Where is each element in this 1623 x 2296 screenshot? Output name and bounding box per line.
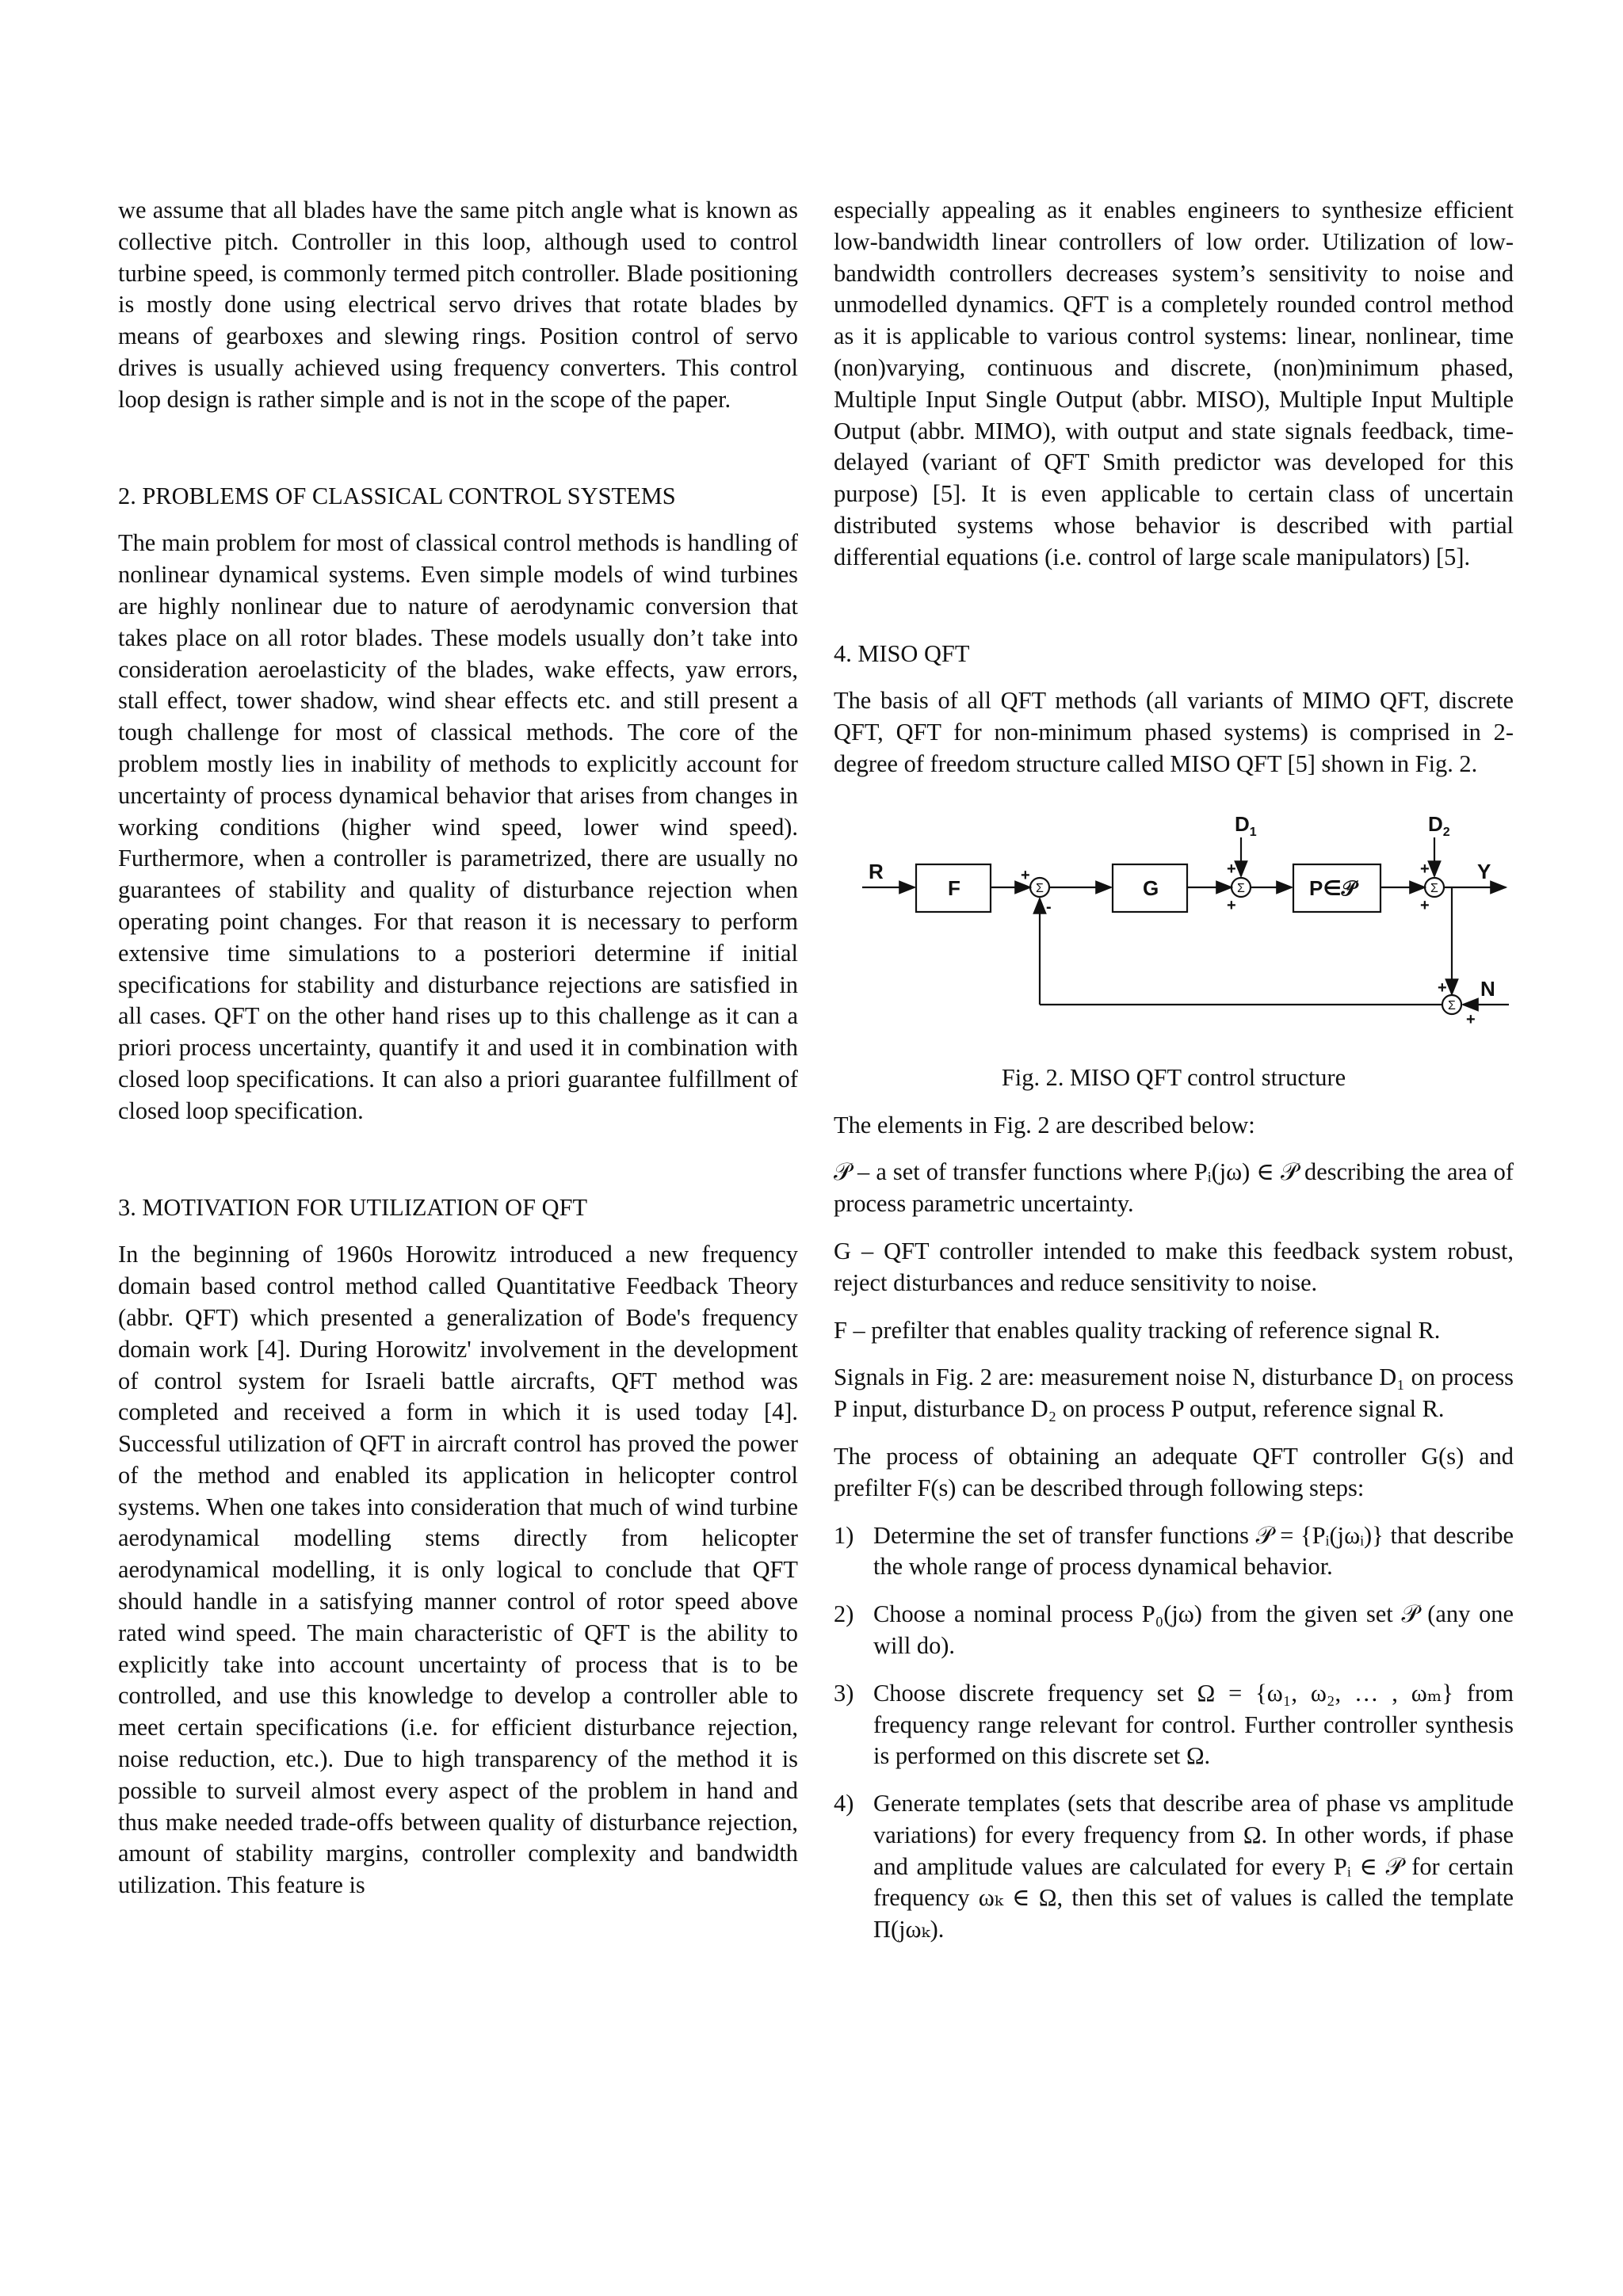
label-n: N	[1480, 976, 1495, 1001]
left-column	[118, 195, 798, 1901]
sign-plus-4b: +	[1466, 1010, 1476, 1028]
sign-plus-2b: +	[1227, 896, 1236, 914]
sign-plus-1: +	[1021, 866, 1030, 884]
step-text: Choose discrete frequency set Ω = {ω₁, ω₂, … , ωₘ} from frequency range relevant for control. Further controller synthesis is performed on this discrete set Ω.	[873, 1679, 1514, 1770]
sign-minus-1: -	[1046, 898, 1052, 916]
step-text: Determine the set of transfer functions 𝒫 = {Pᵢ(jωᵢ)} that describe the whole range of process dynamical behavior.	[873, 1521, 1514, 1581]
section-heading-miso: 4. MISO QFT	[834, 639, 970, 667]
label-block-f: F	[948, 875, 960, 900]
paragraph-process: The process of obtaining an adequate QFT controller G(s) and prefilter F(s) can be described through following steps:	[834, 1442, 1514, 1501]
step-text: Choose a nominal process P₀(jω) from the given set 𝒫 (any one will do).	[873, 1600, 1514, 1659]
sign-plus-3b: +	[1420, 896, 1430, 914]
paragraph-miso: The basis of all QFT methods (all variants of MIMO QFT, discrete QFT, QFT for non-minimum phased systems) is comprised in 2-degree of freedom structure called MISO QFT [5] shown in Fig. 2.	[834, 687, 1514, 777]
paragraph-signals: Signals in Fig. 2 are: measurement noise N, disturbance D₁ on process P input, disturbance D₂ on process P output, reference signal R.	[834, 1363, 1514, 1423]
figure-miso-qft	[834, 817, 1514, 1055]
sum-symbol-2: Σ	[1237, 881, 1245, 895]
sum-symbol-4: Σ	[1448, 998, 1456, 1013]
paragraph-problems: The main problem for most of classical control methods is handling of nonlinear dynamical systems. Even simple models of wind turbines are highly nonlinear due to nature of aerodynamic conversion that takes place on all rotor blades. These models usually don’t take into consideration aeroelasticity of the blades, wake effects, yaw errors, stall effect, tower shadow, wind shear effects etc. and still present a tough challenge for most of classical methods. The core of the problem mostly lies in inability of methods to explicitly account for uncertainty of process dynamical behavior that arises from changes in working conditions (higher wind speed, lower wind speed). Furthermore, when a controller is parametrized, there are usually no guarantees of stability and quality of disturbance rejection when operating point changes. For that reason it is necessary to perform extensive time simulations to a posteriori determine if initial specifications for stability and disturbance rejections are satisfied in all cases. QFT on the other hand rises up to this challenge as it can a priori process uncertainty, quantify it and used it in combination with closed loop specifications. It can also a priori guarantee fulfillment of closed loop specification.	[118, 529, 798, 1124]
list-item	[834, 1520, 1514, 1584]
paragraph-f: F – prefilter that enables quality tracking of reference signal R.	[834, 1316, 1441, 1344]
paragraph-set-p: 𝒫 – a set of transfer functions where Pᵢ(jω) ∈ 𝒫 describing the area of process parametric uncertainty.	[834, 1158, 1514, 1218]
label-y: Y	[1477, 859, 1491, 883]
paragraph-intro: we assume that all blades have the same pitch angle what is known as collective pitch. Controller in this loop, although used to control turbine speed, is commonly termed pitch controller. Blade positioning is mostly done using electrical servo drives that rotate blades by means of gearboxes and slewing rings. Position control of servo drives is usually achieved using frequency converters. This control loop design is rather simple and is not in the scope of the paper.	[118, 196, 798, 413]
steps-list	[834, 1520, 1514, 1947]
label-block-g: G	[1143, 875, 1159, 900]
figure-caption: Fig. 2. MISO QFT control structure	[1001, 1063, 1346, 1091]
label-r: R	[869, 859, 884, 883]
list-item	[834, 1678, 1514, 1772]
block-diagram	[834, 817, 1514, 1055]
paragraph-motivation: In the beginning of 1960s Horowitz introduced a new frequency domain based control method called Quantitative Feedback Theory (abbr. QFT) which presented a generalization of Bode's frequency domain work [4]. During Horowitz' involvement in the development of control system for Israeli battle aircrafts, QFT method was completed and received a form in which it is used today [4]. Successful utilization of QFT in aircraft control has proved the power of the method and enabled its application in helicopter control systems. When one takes into consideration that much of wind turbine aerodynamical modelling stems directly from helicopter aerodynamical modelling, it is only logical to conclude that QFT should handle in a satisfying manner control of rotor speed above rated wind speed. The main characteristic of QFT is the ability to explicitly take into account uncertainty of process that is to be controlled, and use this knowledge to develop a controller able to meet certain specifications (i.e. for efficient disturbance rejection, noise reduction, etc.). Due to high transparency of the method it is possible to surveil almost every aspect of the problem in hand and thus make needed trade-offs between quality of disturbance rejection, amount of stability margins, controller complexity and bandwidth utilization. This feature is	[118, 1241, 798, 1899]
right-column	[834, 195, 1514, 1946]
label-d2: $D_2$	[1428, 816, 1450, 839]
sum-symbol-3: Σ	[1430, 881, 1438, 895]
section-heading-motivation: 3. MOTIVATION FOR UTILIZATION OF QFT	[118, 1193, 588, 1221]
step-number: 4)	[834, 1790, 854, 1817]
step-number: 3)	[834, 1679, 854, 1707]
sign-plus-2a: +	[1227, 860, 1236, 878]
step-number: 2)	[834, 1600, 854, 1628]
label-block-p: P∈𝒫	[1309, 875, 1357, 900]
section-heading-problems: 2. PROBLEMS OF CLASSICAL CONTROL SYSTEMS	[118, 482, 676, 509]
step-number: 1)	[834, 1521, 854, 1549]
paragraph-elements: The elements in Fig. 2 are described below:	[834, 1111, 1255, 1138]
paragraph-continuation: especially appealing as it enables engineers to synthesize efficient low-bandwidth linear controllers of low order. Utilization of low-bandwidth controllers decreases system’s sensitivity to noise and unmodelled dynamics. QFT is a completely rounded control method as it is applicable to various control systems: linear, nonlinear, time (non)varying, continuous and discrete, (non)minimum phased, Multiple Input Single Output (abbr. MISO), Multiple Input Multiple Output (abbr. MIMO), with output and state signals feedback, time-delayed (variant of QFT Smith predictor was developed for this purpose) [5]. It is even applicable to certain class of uncertain distributed systems whose behavior is described with partial differential equations (i.e. control of large scale manipulators) [5].	[834, 196, 1514, 570]
list-item	[834, 1788, 1514, 1946]
sum-symbol-1: Σ	[1036, 881, 1044, 895]
list-item	[834, 1599, 1514, 1662]
step-text: Generate templates (sets that describe area of phase vs amplitude variations) for every frequency from Ω. In other words, if phase and amplitude values are calculated for every Pᵢ ∈ 𝒫 for certain frequency ωₖ ∈ Ω, then this set of values is called the template Π(jωₖ).	[873, 1790, 1514, 1943]
sign-plus-3a: +	[1420, 860, 1430, 878]
label-d1: $D_1$	[1235, 816, 1257, 839]
paragraph-g: G – QFT controller intended to make this feedback system robust, reject disturbances and reduce sensitivity to noise.	[834, 1237, 1514, 1296]
sign-plus-4a: +	[1438, 978, 1447, 997]
